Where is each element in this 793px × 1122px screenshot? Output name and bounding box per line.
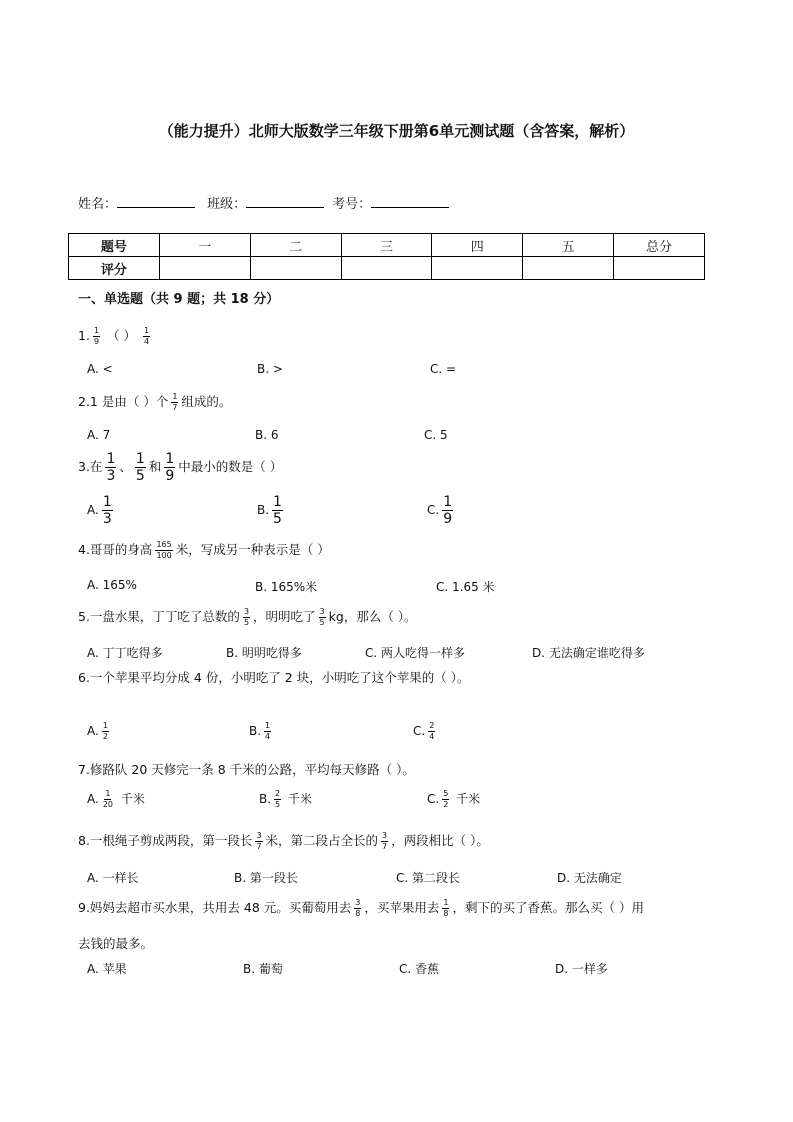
question-9-line2: 去钱的最多。 bbox=[78, 936, 154, 951]
option-b[interactable]: B. > bbox=[257, 362, 283, 376]
question-text: 和 bbox=[148, 459, 162, 474]
name-field[interactable] bbox=[117, 195, 195, 208]
fraction: $\frac{1}{4}$ bbox=[143, 326, 150, 346]
option-b[interactable] bbox=[259, 790, 312, 809]
fraction: $\frac{2}{5}$ bbox=[275, 789, 281, 809]
question-text: 3.在 bbox=[78, 459, 103, 474]
option-label: C. bbox=[413, 724, 426, 738]
option-label: C. bbox=[427, 792, 440, 806]
option-a[interactable]: A. 一样长 bbox=[87, 871, 139, 885]
score-cell[interactable] bbox=[523, 257, 614, 280]
question-text: 8.一根绳子剪成两段，第一段长 bbox=[78, 833, 253, 848]
fraction: $\frac{1}{9}$ bbox=[165, 451, 175, 484]
class-label: 班级： bbox=[207, 197, 247, 212]
header-cell: 总分 bbox=[614, 234, 705, 257]
option-b[interactable]: B. 165%米 bbox=[255, 580, 318, 594]
option-b[interactable] bbox=[257, 495, 286, 526]
option-b[interactable] bbox=[249, 722, 274, 741]
fraction: $\frac{1}{4}$ bbox=[265, 721, 271, 741]
header-cell: 题号 bbox=[69, 234, 160, 257]
class-field[interactable] bbox=[246, 195, 324, 208]
question-1 bbox=[78, 326, 153, 346]
header-cell: 五 bbox=[523, 234, 614, 257]
fraction: $\frac{5}{2}$ bbox=[443, 789, 449, 809]
fraction: $\frac{1}{20}$ bbox=[102, 789, 113, 809]
question-text: 米，第二段占全长的 bbox=[265, 833, 379, 848]
option-a[interactable] bbox=[87, 722, 112, 741]
fraction: $\frac{2}{4}$ bbox=[429, 721, 435, 741]
option-b[interactable]: B. 第一段长 bbox=[234, 871, 298, 885]
question-text: ，剩下的买了香蕉。那么买（ ）用 bbox=[452, 900, 644, 915]
name-label: 姓名： bbox=[78, 197, 118, 212]
header-cell: 一 bbox=[159, 234, 250, 257]
section-heading: 一、单选题（共 9 题；共 18 分） bbox=[78, 292, 280, 307]
score-header-row bbox=[69, 234, 705, 257]
fraction: $\frac{165}{100}$ bbox=[156, 540, 172, 560]
question-text: ，两段相比（ ）。 bbox=[391, 833, 489, 848]
question-5 bbox=[78, 607, 417, 627]
option-a[interactable] bbox=[87, 495, 116, 526]
question-3 bbox=[78, 452, 282, 483]
page-title: （能力提升）北师大版数学三年级下册第6单元测试题（含答案，解析） bbox=[158, 122, 635, 140]
question-text: 、 bbox=[119, 459, 132, 474]
question-text: 2.1 是由（ ）个 bbox=[78, 394, 169, 409]
score-row bbox=[69, 257, 705, 280]
option-c[interactable]: C. 第二段长 bbox=[396, 871, 461, 885]
score-cell[interactable] bbox=[159, 257, 250, 280]
fraction: $\frac{1}{2}$ bbox=[102, 721, 108, 741]
question-text: 米，写成另一种表示是（ ） bbox=[175, 542, 330, 557]
option-b[interactable]: B. 葡萄 bbox=[243, 962, 283, 976]
option-a[interactable] bbox=[87, 790, 145, 809]
fraction: $\frac{1}{5}$ bbox=[135, 451, 145, 484]
fraction: $\frac{1}{9}$ bbox=[443, 494, 453, 527]
unit-label: 千米 bbox=[287, 792, 312, 806]
fraction: $\frac{3}{5}$ bbox=[243, 607, 250, 627]
score-cell[interactable] bbox=[250, 257, 341, 280]
score-cell[interactable] bbox=[432, 257, 523, 280]
student-info-line bbox=[78, 193, 457, 212]
question-7: 7.修路队 20 天修完一条 8 千米的公路，平均每天修路（ ）。 bbox=[78, 762, 415, 777]
option-label: C. bbox=[427, 503, 440, 517]
option-label: A. bbox=[87, 792, 99, 806]
option-label: A. bbox=[87, 503, 99, 517]
option-d[interactable]: D. 无法确定 bbox=[557, 871, 622, 885]
score-cell[interactable] bbox=[341, 257, 432, 280]
option-d[interactable]: D. 一样多 bbox=[555, 962, 608, 976]
question-8 bbox=[78, 831, 489, 851]
fraction: $\frac{1}{7}$ bbox=[172, 392, 178, 412]
fraction: $\frac{1}{3}$ bbox=[102, 494, 112, 527]
question-9 bbox=[78, 898, 644, 918]
option-c[interactable]: C. 5 bbox=[424, 428, 448, 442]
score-table bbox=[68, 233, 705, 280]
option-c[interactable]: C. 两人吃得一样多 bbox=[365, 646, 466, 660]
fraction: $\frac{1}{8}$ bbox=[443, 898, 449, 918]
header-cell: 二 bbox=[250, 234, 341, 257]
option-c[interactable] bbox=[413, 722, 438, 741]
fraction: $\frac{3}{8}$ bbox=[355, 898, 361, 918]
q-number: 1. bbox=[78, 328, 90, 343]
question-text: 9.妈妈去超市买水果，共用去 48 元。买葡萄用去 bbox=[78, 900, 352, 915]
option-b[interactable]: B. 6 bbox=[255, 428, 279, 442]
score-label-cell: 评分 bbox=[69, 257, 160, 280]
option-b[interactable]: B. 明明吃得多 bbox=[226, 646, 302, 660]
question-2 bbox=[78, 392, 231, 412]
score-cell[interactable] bbox=[614, 257, 705, 280]
option-d[interactable]: D. 无法确定谁吃得多 bbox=[532, 646, 645, 660]
fraction: $\frac{3}{7}$ bbox=[256, 831, 262, 851]
id-label: 考号： bbox=[332, 197, 372, 212]
option-a[interactable]: A. 165% bbox=[87, 578, 137, 592]
option-c[interactable] bbox=[427, 790, 480, 809]
option-c[interactable]: C. 1.65 米 bbox=[436, 580, 495, 594]
header-cell: 四 bbox=[432, 234, 523, 257]
id-field[interactable] bbox=[371, 195, 449, 208]
question-text: 中最小的数是（ ） bbox=[178, 459, 283, 474]
question-text: 5.一盘水果，丁丁吃了总数的 bbox=[78, 609, 240, 624]
question-text: 4.哥哥的身高 bbox=[78, 542, 153, 557]
fraction: $\frac{1}{9}$ bbox=[93, 326, 100, 346]
option-label: B. bbox=[257, 503, 270, 517]
unit-label: 千米 bbox=[456, 792, 481, 806]
option-c[interactable]: C. 香蕉 bbox=[399, 962, 440, 976]
header-cell: 三 bbox=[341, 234, 432, 257]
unit-label: 千米 bbox=[120, 792, 145, 806]
option-c[interactable]: C. = bbox=[430, 362, 457, 376]
question-6: 6.一个苹果平均分成 4 份，小明吃了 2 块，小明吃了这个苹果的（ ）。 bbox=[78, 670, 470, 685]
question-text: ，明明吃了 bbox=[253, 609, 316, 624]
question-text: kg，那么（ ）。 bbox=[328, 609, 417, 624]
option-label: A. bbox=[87, 724, 99, 738]
option-a[interactable]: A. 7 bbox=[87, 428, 111, 442]
question-text: 组成的。 bbox=[181, 394, 232, 409]
fraction: $\frac{3}{5}$ bbox=[319, 607, 325, 627]
option-c[interactable] bbox=[427, 495, 456, 526]
option-a[interactable]: A. < bbox=[87, 362, 113, 376]
option-label: B. bbox=[259, 792, 272, 806]
option-a[interactable]: A. 苹果 bbox=[87, 962, 127, 976]
fraction: $\frac{1}{5}$ bbox=[273, 494, 282, 527]
option-label: B. bbox=[249, 724, 262, 738]
question-text: ，买苹果用去 bbox=[364, 900, 440, 915]
option-a[interactable]: A. 丁丁吃得多 bbox=[87, 646, 163, 660]
fraction: $\frac{1}{3}$ bbox=[106, 451, 116, 484]
fraction: $\frac{3}{7}$ bbox=[382, 831, 388, 851]
answer-paren: （ ） bbox=[107, 328, 136, 343]
question-4 bbox=[78, 540, 330, 560]
